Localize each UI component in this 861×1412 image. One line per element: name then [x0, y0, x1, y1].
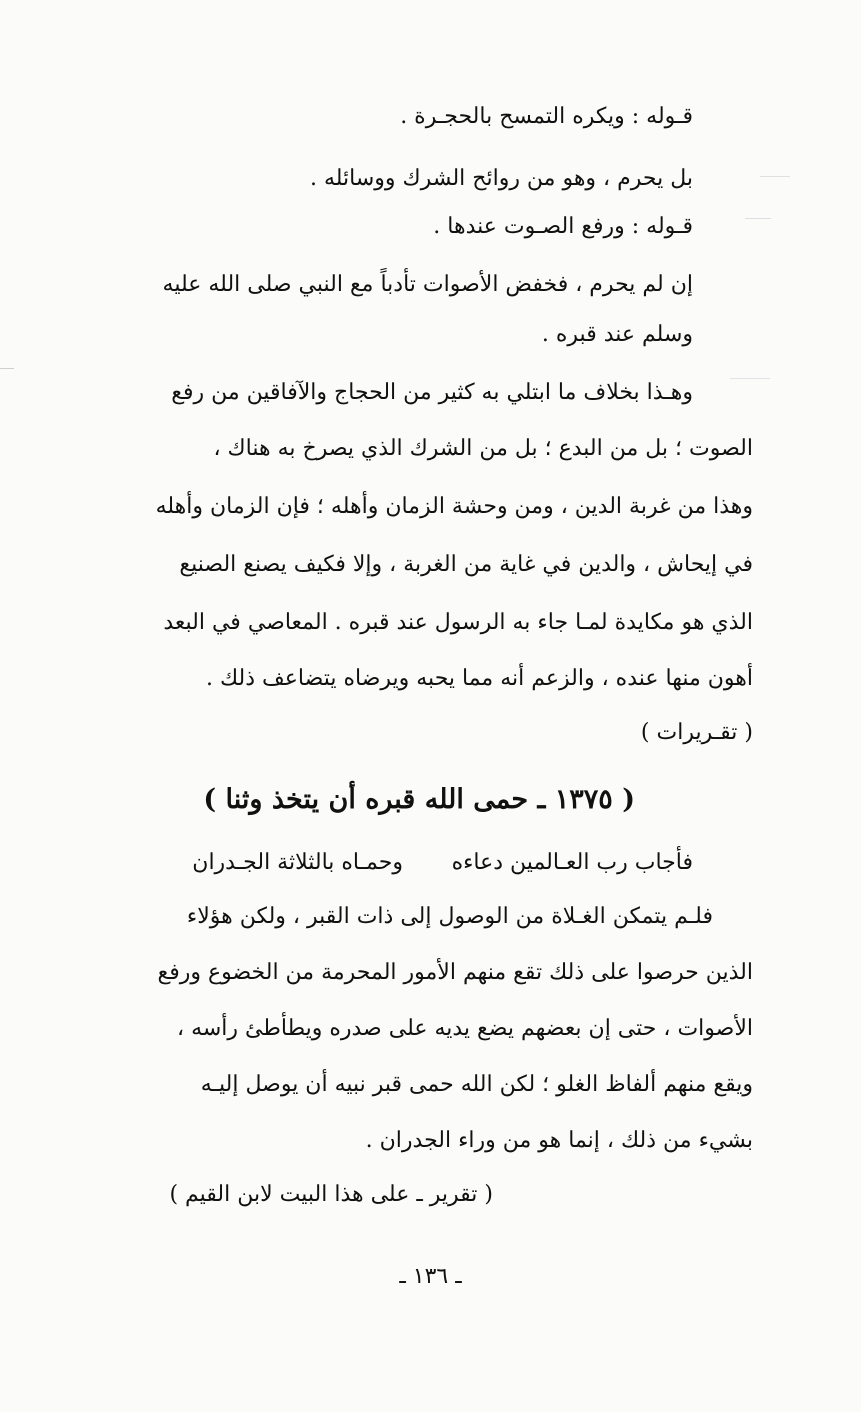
paragraph-line: الذي هو مكايدة لمـا جاء به الرسول عند قبره . المعاصي في البعد [163, 610, 753, 635]
paragraph-line: أهون منها عنده ، والزعم أنه مما يحبه ويرضاه يتضاعف ذلك . [206, 666, 753, 691]
verse-first-hemistich: فأجاب رب العـالمين دعاءه [451, 850, 693, 875]
section-heading: ( ١٣٧٥ ـ حمى الله قبره أن يتخذ وثنا ) [203, 784, 635, 815]
paragraph-line: في إيحاش ، والدين في غاية من الغربة ، وإلا فكيف يصنع الصنيع [179, 552, 753, 577]
paragraph-line: بشيء من ذلك ، إنما هو من وراء الجدران . [365, 1128, 753, 1153]
scan-mark [760, 176, 790, 177]
paragraph-line: وهـذا بخلاف ما ابتلي به كثير من الحجاج والآفاقين من رفع [171, 380, 693, 405]
paragraph-line: الأصوات ، حتى إن بعضهم يضع يديه على صدره ويطأطئ رأسه ، [176, 1016, 753, 1041]
scan-mark [745, 218, 771, 219]
source-citation: ( تقرير ـ على هذا البيت لابن القيم ) [169, 1182, 493, 1207]
paragraph-line: الصوت ؛ بل من البدع ؛ بل من الشرك الذي يصرخ به هناك ، [213, 436, 753, 461]
paragraph-line: ويقع منهم ألفاظ الغلو ؛ لكن الله حمى قبر نبيه أن يوصل إليـه [200, 1072, 753, 1097]
scan-mark [730, 378, 770, 379]
answer-line-1: بل يحرم ، وهو من روائح الشرك ووسائله . [309, 166, 693, 191]
paragraph-line: وهذا من غربة الدين ، ومن وحشة الزمان وأهله ؛ فإن الزمان وأهله [155, 494, 753, 519]
answer-line-2a: إن لم يحرم ، فخفض الأصوات تأدباً مع النبي صلى الله عليه [162, 272, 693, 297]
source-citation: ( تقـريرات ) [640, 720, 753, 745]
quote-line-1: قـوله : ويكره التمسح بالحجـرة . [400, 104, 693, 129]
paragraph-line: فلـم يتمكن الغـلاة من الوصول إلى ذات القبر ، ولكن هؤلاء [186, 904, 713, 929]
answer-line-2b: وسلم عند قبره . [541, 322, 693, 347]
paragraph-line: الذين حرصوا على ذلك تقع منهم الأمور المحرمة من الخضوع ورفع [157, 960, 753, 985]
verse-second-hemistich: وحمـاه بالثلاثة الجـدران [192, 850, 403, 875]
quote-line-2: قـوله : ورفع الصـوت عندها . [433, 214, 693, 239]
page-number: ـ ١٣٦ ـ [399, 1264, 462, 1289]
scan-mark [0, 368, 14, 369]
